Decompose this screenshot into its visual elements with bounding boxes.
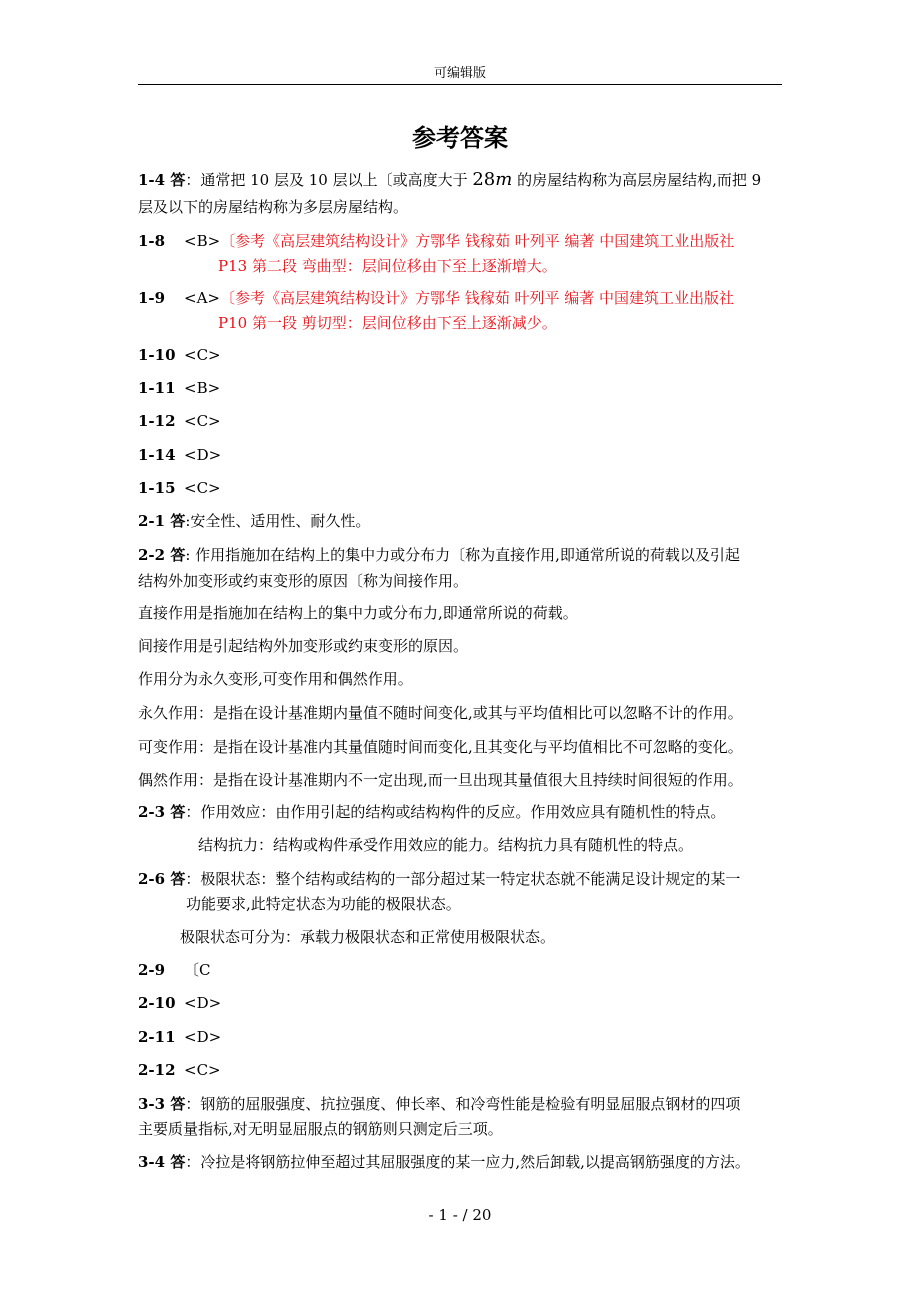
answer-label: 1-15 — [138, 479, 176, 497]
q2-2-label: 2-2 答 — [138, 546, 186, 564]
answer-value: <D> — [184, 1028, 222, 1046]
answer-value: <C> — [184, 479, 221, 497]
q2-2-para6: 偶然作用：是指在设计基准期内不一定出现,而一旦出现其量值很大且持续时间很短的作用。 — [138, 771, 743, 789]
page-title: 参考答案 — [412, 124, 508, 152]
q2-6-line3: 极限状态可分为：承载力极限状态和正常使用极限状态。 — [180, 928, 556, 946]
q1-8-label: 1-8 — [138, 232, 166, 250]
answer-label: 1-14 — [138, 446, 176, 464]
q1-4-height-unit: m — [495, 169, 513, 190]
answer-value: <B> — [184, 379, 221, 397]
answer-label: 2-12 — [138, 1061, 176, 1079]
q2-2-para2: 间接作用是引起结构外加变形或约束变形的原因。 — [138, 637, 469, 655]
q1-4-text1a: ：通常把 10 层及 10 层以上〔或高度大于 — [185, 171, 473, 189]
q1-9-answer: <A> — [184, 289, 220, 307]
q2-6-text1: ：极限状态：整个结构或结构的一部分超过某一特定状态就不能满足设计规定的某一 — [185, 870, 741, 888]
q2-2-line2: 结构外加变形或约束变形的原因〔称为间接作用。 — [138, 572, 469, 590]
q1-8-line1 — [138, 231, 788, 251]
answer-2-10 — [138, 993, 788, 1013]
q1-9-label: 1-9 — [138, 289, 166, 307]
answer-label: 1-12 — [138, 412, 176, 430]
q3-3-line1 — [138, 1094, 788, 1114]
answer-value: <C> — [184, 1061, 221, 1079]
answer-1-11 — [138, 378, 788, 398]
q1-8-answer: <B> — [184, 232, 221, 250]
page-header: 可编辑版 — [433, 66, 486, 81]
q2-1-text: :安全性、适用性、耐久性。 — [185, 512, 371, 530]
q1-8-ref2: P13 第二段 弯曲型：层间位移由下至上逐渐增大。 — [218, 257, 557, 275]
q2-6-line2: 功能要求,此特定状态为功能的极限状态。 — [186, 895, 461, 913]
q1-4-label: 1-4 答 — [138, 171, 186, 189]
answer-2-9 — [138, 960, 788, 980]
header-rule — [138, 84, 782, 85]
q3-4-text: ：冷拉是将钢筋拉伸至超过其屈服强度的某一应力,然后卸载,以提高钢筋强度的方法。 — [185, 1153, 750, 1171]
answer-label: 2-10 — [138, 994, 176, 1012]
q2-2-para1: 直接作用是指施加在结构上的集中力或分布力,即通常所说的荷载。 — [138, 604, 578, 622]
q2-3-label: 2-3 答 — [138, 803, 186, 821]
q1-4-line2: 层及以下的房屋结构称为多层房屋结构。 — [138, 198, 409, 216]
answer-value: <C> — [184, 346, 221, 364]
answer-label: 2-9 — [138, 961, 166, 979]
q2-1 — [138, 511, 788, 531]
answer-label: 2-11 — [138, 1028, 176, 1046]
page-footer: - 1 - / 20 — [428, 1206, 492, 1224]
q1-4-line1 — [138, 170, 788, 190]
q2-2-text1: : 作用指施加在结构上的集中力或分布力〔称为直接作用,即通常所说的荷载以及引起 — [185, 546, 740, 564]
answer-label: 1-10 — [138, 346, 176, 364]
answer-1-14 — [138, 445, 788, 465]
q1-4-text1b: 的房屋结构称为高层房屋结构,而把 9 — [512, 171, 762, 189]
q2-6-label: 2-6 答 — [138, 870, 186, 888]
q1-9-ref2: P10 第一段 剪切型：层间位移由下至上逐渐减少。 — [218, 314, 557, 332]
q3-4-label: 3-4 答 — [138, 1153, 186, 1171]
answer-value: <D> — [184, 446, 222, 464]
q2-2-para3: 作用分为永久变形,可变作用和偶然作用。 — [138, 670, 413, 688]
q1-4-height-value: 28 — [472, 169, 496, 190]
q3-4 — [138, 1152, 788, 1172]
answer-1-12 — [138, 411, 788, 431]
answer-label: 1-11 — [138, 379, 176, 397]
q1-9-line1 — [138, 288, 788, 308]
answer-2-11 — [138, 1027, 788, 1047]
answer-1-10 — [138, 345, 788, 365]
q2-2-line1 — [138, 545, 788, 565]
answer-value: <C> — [184, 412, 221, 430]
answer-value: 〔C — [184, 961, 211, 979]
q2-3-line1 — [138, 802, 788, 822]
q3-3-text1: ：钢筋的屈服强度、抗拉强度、伸长率、和冷弯性能是检验有明显屈服点钢材的四项 — [185, 1095, 741, 1113]
answer-1-15 — [138, 478, 788, 498]
answer-2-12 — [138, 1060, 788, 1080]
answer-value: <D> — [184, 994, 222, 1012]
q2-1-label: 2-1 答 — [138, 512, 186, 530]
q2-2-para4: 永久作用：是指在设计基准期内量值不随时间变化,或其与平均值相比可以忽略不计的作用。 — [138, 704, 743, 722]
q1-8-ref1: 〔参考《高层建筑结构设计》方鄂华 钱稼茹 叶列平 编著 中国建筑工业出版社 — [220, 232, 735, 250]
q2-6-line1 — [138, 869, 788, 889]
q3-3-line2: 主要质量指标,对无明显屈服点的钢筋则只测定后三项。 — [138, 1120, 503, 1138]
q1-9-ref1: 〔参考《高层建筑结构设计》方鄂华 钱稼茹 叶列平 编著 中国建筑工业出版社 — [219, 289, 735, 307]
q2-3-text1: ：作用效应：由作用引起的结构或结构构件的反应。作用效应具有随机性的特点。 — [185, 803, 726, 821]
q2-2-para5: 可变作用：是指在设计基准内其量值随时间而变化,且其变化与平均值相比不可忽略的变化。 — [138, 738, 743, 756]
q2-3-line2: 结构抗力：结构或构件承受作用效应的能力。结构抗力具有随机性的特点。 — [198, 836, 694, 854]
q3-3-label: 3-3 答 — [138, 1095, 186, 1113]
